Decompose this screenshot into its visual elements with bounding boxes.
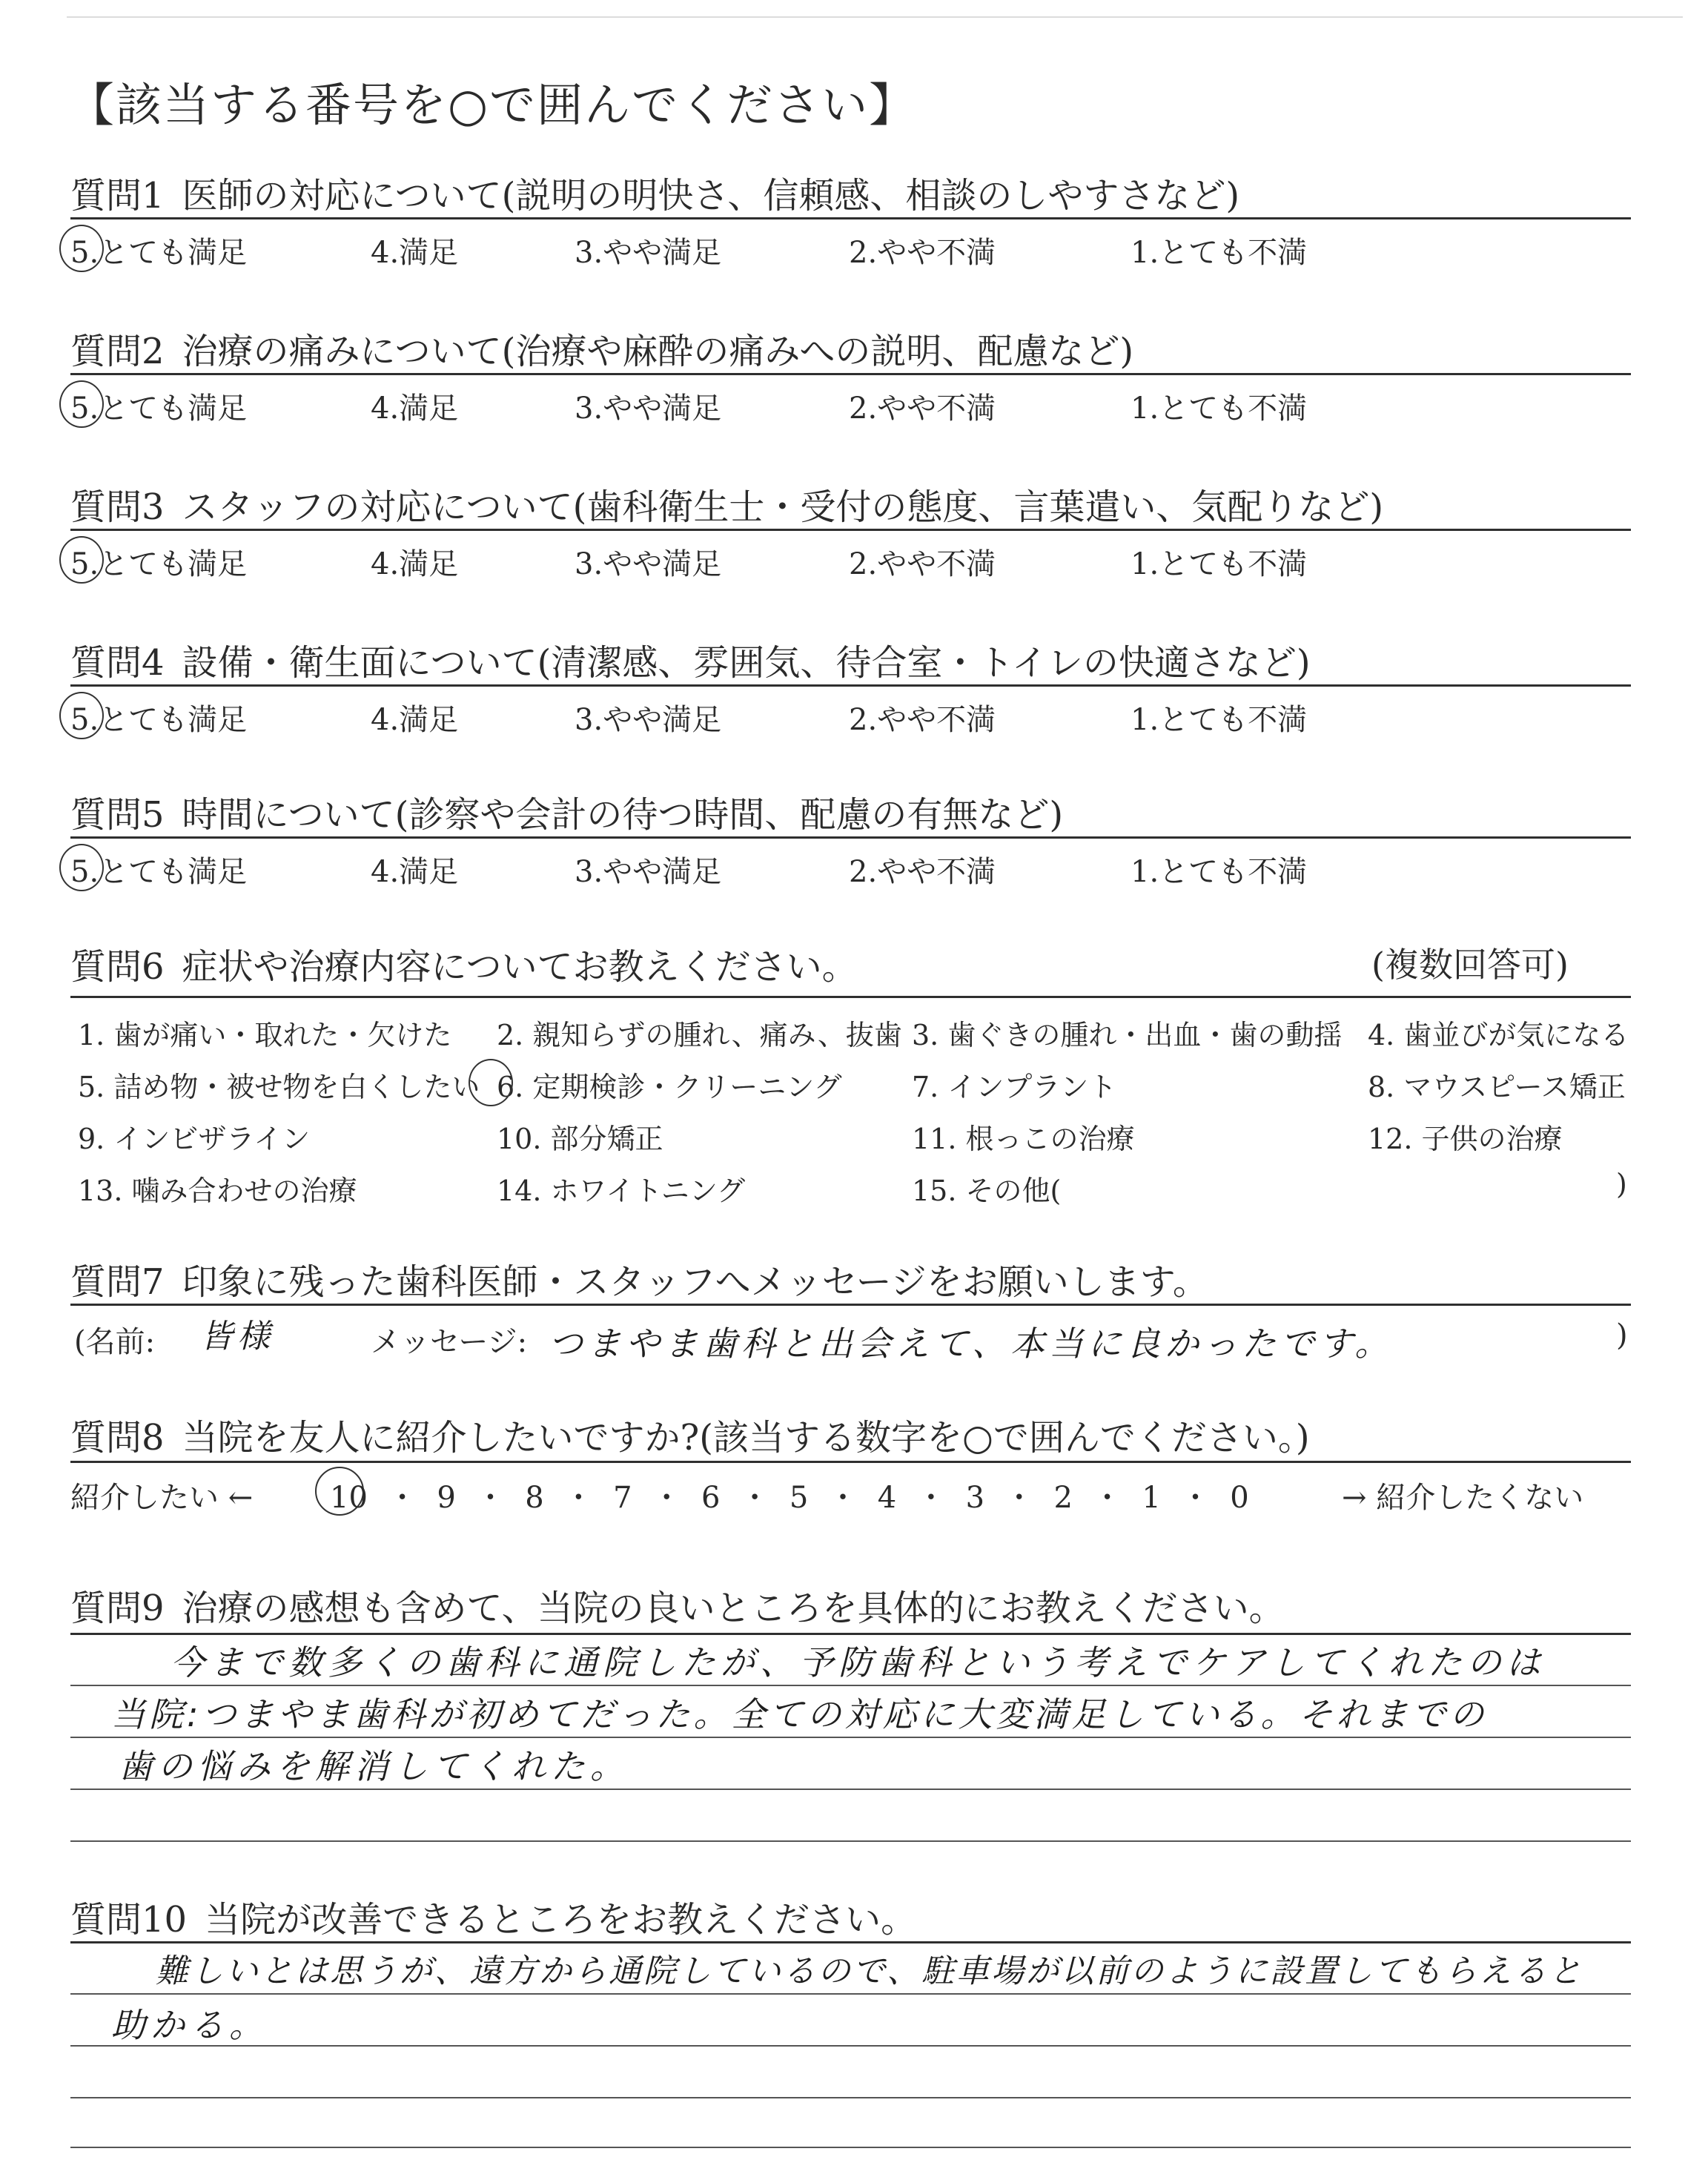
question-title	[70, 1891, 916, 1942]
symptom-option[interactable]: 10. 部分矯正	[497, 1123, 663, 1155]
question-title	[70, 167, 1239, 218]
rating-option-5[interactable]: 5.とても満足	[70, 547, 248, 581]
question-number: 質問4	[70, 642, 165, 684]
question-text: 症状や治療内容についてお教えください。	[182, 946, 858, 988]
rating-option-1[interactable]: 1.とても不満	[1131, 855, 1308, 889]
question-number: 質問5	[70, 794, 165, 836]
symptom-option[interactable]: 13. 噛み合わせの治療	[78, 1175, 357, 1207]
rating-option-1[interactable]: 1.とても不満	[1131, 392, 1308, 426]
top-border	[67, 16, 1683, 18]
symptom-option[interactable]: 9. インビザライン	[78, 1123, 311, 1155]
answer-line	[70, 1789, 1631, 1790]
question-text: 設備・衛生面について(清潔感、雰囲気、待合室・トイレの快適さなど)	[182, 642, 1311, 684]
selected-rating-circle	[59, 844, 104, 891]
question-rule	[70, 217, 1631, 219]
question-number: 質問6	[70, 946, 165, 988]
rating-option-5[interactable]: 5.とても満足	[70, 855, 248, 889]
question-title	[70, 478, 1383, 529]
symptom-option[interactable]: 8. マウスピース矯正	[1368, 1071, 1626, 1103]
question-rule	[70, 684, 1631, 687]
symptom-option[interactable]: 7. インプラント	[912, 1071, 1117, 1103]
question-number: 質問10	[70, 1899, 188, 1941]
question-title	[70, 323, 1133, 374]
symptom-option[interactable]: 3. 歯ぐきの腫れ・出血・歯の動揺	[912, 1019, 1343, 1051]
question-title	[70, 786, 1063, 837]
rating-option-5[interactable]: 5.とても満足	[70, 236, 248, 270]
question-rule	[70, 373, 1631, 375]
answer-handwritten-line: 今まで数多くの歯科に通院したが、予防歯科という考えでケアしてくれたのは	[171, 1642, 1546, 1682]
message-label: メッセージ:	[371, 1325, 528, 1359]
rating-option-5[interactable]: 5.とても満足	[70, 392, 248, 426]
rating-option-2[interactable]: 2.やや不満	[849, 855, 996, 889]
rating-option-3[interactable]: 3.やや満足	[575, 547, 722, 581]
rating-option-5[interactable]: 5.とても満足	[70, 703, 248, 737]
name-handwritten: 皆様	[200, 1318, 274, 1355]
symptom-option[interactable]: )	[1616, 1168, 1627, 1200]
question-text: 印象に残った歯科医師・スタッフへメッセージをお願いします。	[182, 1261, 1208, 1303]
answer-handwritten-line: 歯の悩みを解消してくれた。	[119, 1746, 629, 1786]
question-number: 質問1	[70, 175, 165, 217]
page-heading: 【該当する番号を○で囲んでください】	[68, 78, 917, 132]
question-text: 当院が改善できるところをお教えください。	[205, 1899, 917, 1941]
question-number: 質問2	[70, 331, 165, 372]
answer-line	[70, 1941, 1631, 1943]
question-text: 治療の感想も含めて、当院の良いところを具体的にお教えください。	[182, 1588, 1285, 1629]
selected-symptom-circle	[469, 1059, 513, 1106]
name-label: (名前:	[74, 1325, 156, 1359]
rating-option-4[interactable]: 4.満足	[371, 547, 459, 581]
symptom-option[interactable]: 2. 親知らずの腫れ、痛み、抜歯	[497, 1019, 902, 1051]
question-rule	[70, 1461, 1631, 1463]
question-rule	[70, 529, 1631, 531]
recommend-left-label: 紹介したい ←	[70, 1481, 254, 1515]
question-text: 当院を友人に紹介したいですか?(該当する数字を○で囲んでください。)	[182, 1417, 1310, 1459]
rating-option-1[interactable]: 1.とても不満	[1131, 547, 1308, 581]
answer-handwritten-line: 難しいとは思うが、遠方から通院しているので、駐車場が以前のように設置してもらえると	[156, 1952, 1584, 1990]
question-rule	[70, 996, 1631, 998]
symptom-option[interactable]: 6. 定期検診・クリーニング	[497, 1071, 842, 1103]
close-paren: )	[1616, 1318, 1628, 1353]
recommend-scale: 10 ・ 9 ・ 8 ・ 7 ・ 6 ・ 5 ・ 4 ・ 3 ・ 2 ・ 1 ・ 0	[330, 1481, 1249, 1515]
message-handwritten: つまやま歯科と出会えて、本当に良かったです。	[549, 1324, 1394, 1364]
question-number: 質問8	[70, 1417, 165, 1459]
answer-line	[70, 2045, 1631, 2047]
question-number: 質問9	[70, 1588, 165, 1629]
symptom-option[interactable]: 14. ホワイトニング	[497, 1175, 746, 1207]
question-title	[70, 1253, 1208, 1304]
rating-option-4[interactable]: 4.満足	[371, 392, 459, 426]
rating-option-1[interactable]: 1.とても不満	[1131, 236, 1308, 270]
answer-line	[70, 1993, 1631, 1995]
question-rule	[70, 836, 1631, 839]
question-rule	[70, 1304, 1631, 1306]
rating-option-4[interactable]: 4.満足	[371, 855, 459, 889]
answer-handwritten-line: 助かる。	[111, 2005, 268, 2045]
recommend-right-label: → 紹介したくない	[1342, 1481, 1584, 1515]
selected-rating-circle	[59, 380, 104, 428]
answer-line	[70, 1685, 1631, 1686]
rating-option-4[interactable]: 4.満足	[371, 236, 459, 270]
question-text: 治療の痛みについて(治療や麻酔の痛みへの説明、配慮など)	[182, 331, 1134, 372]
multi-answer-note: (複数回答可)	[1371, 945, 1569, 985]
rating-option-3[interactable]: 3.やや満足	[575, 703, 722, 737]
symptom-option[interactable]: 5. 詰め物・被せ物を白くしたい	[78, 1071, 480, 1103]
question-number: 質問7	[70, 1261, 165, 1303]
answer-line	[70, 1633, 1631, 1635]
symptom-option[interactable]: 12. 子供の治療	[1368, 1123, 1563, 1155]
question-title	[70, 634, 1311, 685]
selected-rating-circle	[59, 692, 104, 739]
symptom-option[interactable]: 11. 根っこの治療	[912, 1123, 1135, 1155]
answer-handwritten-line: 当院:つまやま歯科が初めてだった。全ての対応に大変満足している。それまでの	[111, 1694, 1488, 1734]
question-text: 時間について(診察や会計の待つ時間、配慮の有無など)	[182, 794, 1064, 836]
question-text: 医師の対応について(説明の明快さ、信頼感、相談のしやすさなど)	[182, 175, 1240, 217]
question-title	[70, 1409, 1310, 1460]
rating-option-1[interactable]: 1.とても不満	[1131, 703, 1308, 737]
symptom-option[interactable]: 4. 歯並びが気になる	[1368, 1019, 1629, 1051]
rating-option-3[interactable]: 3.やや満足	[575, 392, 722, 426]
rating-option-4[interactable]: 4.満足	[371, 703, 459, 737]
question-title	[70, 1579, 1285, 1631]
question-title	[70, 938, 858, 989]
rating-option-3[interactable]: 3.やや満足	[575, 855, 722, 889]
rating-option-3[interactable]: 3.やや満足	[575, 236, 722, 270]
rating-option-2[interactable]: 2.やや不満	[849, 703, 996, 737]
rating-option-2[interactable]: 2.やや不満	[849, 236, 996, 270]
selected-rating-circle	[59, 225, 104, 272]
answer-line	[70, 2147, 1631, 2148]
rating-option-2[interactable]: 2.やや不満	[849, 547, 996, 581]
question-number: 質問3	[70, 486, 165, 528]
answer-line	[70, 2097, 1631, 2098]
question-text: スタッフの対応について(歯科衛生士・受付の態度、言葉遣い、気配りなど)	[182, 486, 1384, 528]
answer-line	[70, 1840, 1631, 1842]
selected-rating-circle	[59, 536, 104, 584]
answer-line	[70, 1737, 1631, 1738]
symptom-option[interactable]: 15. その他(	[912, 1175, 1062, 1207]
symptom-option[interactable]: 1. 歯が痛い・取れた・欠けた	[78, 1019, 452, 1051]
rating-option-2[interactable]: 2.やや不満	[849, 392, 996, 426]
